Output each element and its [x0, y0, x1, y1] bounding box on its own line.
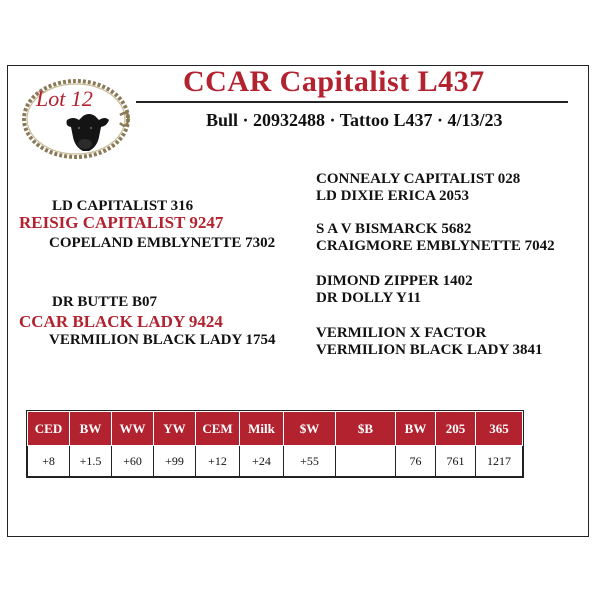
title-divider: [136, 101, 568, 103]
epd-value-cem: +12: [196, 446, 240, 477]
sire-sire: LD CAPITALIST 316: [52, 198, 194, 214]
sire-dam: COPELAND EMBLYNETTE 7302: [49, 235, 276, 251]
pedigree-g7: VERMILION X FACTOR: [316, 325, 487, 341]
sire: REISIG CAPITALIST 9247: [19, 213, 224, 232]
epd-header-ced: CED: [28, 412, 70, 446]
lot-label: Lot 12: [36, 86, 93, 111]
epd-value-milk: +24: [240, 446, 284, 477]
pedigree-g8: VERMILION BLACK LADY 3841: [316, 342, 543, 358]
epd-header-weaned-value: $W: [284, 412, 336, 446]
pedigree-g5: DIMOND ZIPPER 1402: [316, 273, 473, 289]
epd-header-row: [28, 412, 523, 446]
epd-header-actual-bw: BW: [396, 412, 436, 446]
pedigree-g3: S A V BISMARCK 5682: [316, 221, 472, 237]
dam: CCAR BLACK LADY 9424: [19, 312, 223, 331]
pedigree-g6: DR DOLLY Y11: [316, 290, 422, 306]
pedigree-g2: LD DIXIE ERICA 2053: [316, 188, 469, 204]
animal-name: CCAR Capitalist L437: [183, 65, 485, 98]
epd-table: [27, 411, 523, 477]
epd-value-actual-bw: 76: [396, 446, 436, 477]
animal-details: Bull · 20932488 · Tattoo L437 · 4/13/23: [206, 110, 503, 130]
epd-value-beef-value: [336, 446, 396, 477]
dam-dam: VERMILION BLACK LADY 1754: [49, 332, 276, 348]
epd-header-ww: WW: [112, 412, 154, 446]
epd-header-beef-value: $B: [336, 412, 396, 446]
dam-sire: DR BUTTE B07: [52, 294, 158, 310]
epd-value-weaned-value: +55: [284, 446, 336, 477]
epd-value-row: [28, 446, 523, 477]
epd-header-bw: BW: [70, 412, 112, 446]
epd-value-365: 1217: [476, 446, 523, 477]
epd-header-365: 365: [476, 412, 523, 446]
epd-value-ww: +60: [112, 446, 154, 477]
pedigree-g4: CRAIGMORE EMBLYNETTE 7042: [316, 238, 555, 254]
pedigree-g1: CONNEALY CAPITALIST 028: [316, 171, 521, 187]
epd-value-yw: +99: [154, 446, 196, 477]
epd-header-yw: YW: [154, 412, 196, 446]
epd-header-205: 205: [436, 412, 476, 446]
epd-value-ced: +8: [28, 446, 70, 477]
epd-header-milk: Milk: [240, 412, 284, 446]
epd-value-205: 761: [436, 446, 476, 477]
epd-header-cem: CEM: [196, 412, 240, 446]
black-angus-head-icon: [63, 110, 109, 152]
epd-value-bw: +1.5: [70, 446, 112, 477]
